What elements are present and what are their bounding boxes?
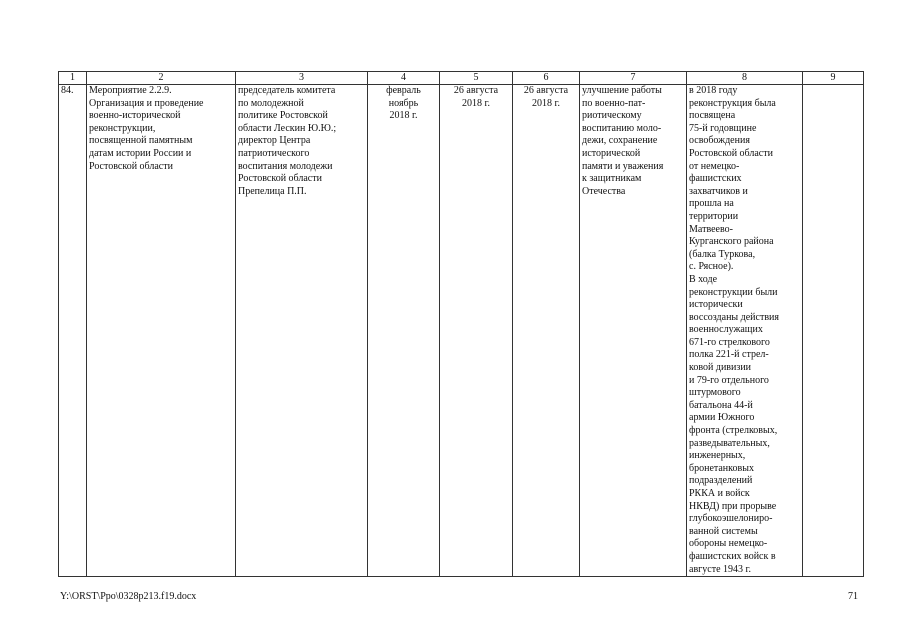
cell-line: военнослужащих [689,324,763,336]
planned-period-cell [368,85,440,577]
cell-line: ноябрь [388,97,419,109]
column-number: 3 [236,72,368,85]
cell-line: воспитания молодежи [238,160,333,172]
start-date-cell [440,85,513,577]
column-number: 6 [513,72,580,85]
cell-line: посвященной памятным [89,135,193,147]
end-date-cell [513,85,580,577]
cell-line: батальона 44-й [689,399,753,411]
cell-line: 2018 г. [462,97,490,109]
cell-line: исторической [582,147,641,159]
cell-line: улучшение работы [582,85,662,96]
actual-result-cell [687,85,803,577]
cell-line: бронетанковых [689,462,754,474]
cell-line: РККА и войск [689,488,750,499]
cell-line: глубокоэшелониро- [689,513,773,525]
cell-line: Мероприятие 2.2.9. [89,85,172,96]
cell-line: 26 августа [453,85,499,96]
cell-line: Матвеево- [689,223,733,235]
cell-line: 26 августа [523,85,569,96]
column-number: 5 [440,72,513,85]
cell-line: инженерных, [689,450,746,462]
cell-line: реконструкции были [689,286,778,298]
cell-line: воспитанию моло- [582,122,662,134]
cell-line: прошла на [689,198,734,210]
cell-line: НКВД) при прорыве [689,500,777,512]
cell-line: фронта (стрелковых, [689,425,778,437]
cell-line: реконструкция была [689,97,776,109]
cell-line: 671-го стрелкового [689,336,770,348]
cell-line: (балка Туркова, [689,248,756,260]
cell-line: территории [689,210,739,222]
cell-line: в 2018 году [689,85,738,96]
row-number: 84. [59,85,87,577]
cell-line: фашистских войск в [689,550,776,562]
cell-line: по военно-пат- [582,97,646,109]
cell-line: 75-й годовщине [689,122,757,134]
cell-line: Препелица П.П. [238,185,307,197]
cell-line: риотическому [582,110,642,122]
cell-line: дежи, сохранение [582,135,658,147]
cell-line: Ростовской области [89,160,173,172]
cell-line: от немецко- [689,160,740,172]
cell-line: политике Ростовской [238,110,328,122]
cell-line: обороны немецко- [689,538,768,550]
column-number: 4 [368,72,440,85]
cell-line: захватчиков и [689,185,748,197]
cell-line: датам истории России и [89,147,192,159]
event-cell [87,85,236,577]
cell-line: исторически [689,299,743,311]
column-number: 2 [87,72,236,85]
expected-result-cell [580,85,687,577]
cell-line: посвящена [689,110,736,122]
cell-line: армии Южного [689,412,755,424]
file-path: Y:\ORST\Ppo\0328p213.f19.docx [60,591,197,602]
cell-line: ванной системы [689,525,758,537]
cell-line: В ходе [689,273,718,285]
cell-line: Отечества [582,185,626,197]
cell-line: Ростовской области [238,173,322,185]
measures-table [58,71,864,577]
cell-line: и 79-го отдельного [689,374,769,386]
cell-line: к защитникам [582,173,642,185]
column-number: 8 [687,72,803,85]
cell-line: председатель комитета [238,85,336,96]
cell-line: 2018 г. [532,97,560,109]
cell-line: памяти и уважения [582,160,664,172]
cell-line: штурмового [689,387,741,399]
cell-line: патриотического [238,147,310,159]
cell-line: директор Центра [238,135,311,147]
cell-line: 2018 г. [389,110,418,122]
responsible-cell [236,85,368,577]
cell-line: августе 1943 г. [689,563,751,575]
cell-line: Курганского района [689,236,774,248]
cell-line: реконструкции, [89,122,156,134]
notes-cell [803,85,864,577]
cell-line: области Лескин Ю.Ю.; [238,122,337,134]
column-number: 1 [59,72,87,85]
cell-line: военно-исторической [89,110,181,122]
cell-line: фашистских [689,173,742,185]
column-number: 7 [580,72,687,85]
cell-line: подразделений [689,475,753,487]
page-number: 71 [848,591,858,602]
column-number-row [59,72,864,85]
column-number: 9 [803,72,864,85]
cell-line: разведывательных, [689,437,770,449]
cell-line: освобождения [689,135,750,147]
cell-line: по молодежной [238,97,304,109]
cell-line: ковой дивизии [689,362,752,374]
cell-line: с. Рясное). [689,261,734,273]
cell-line: февраль [386,85,421,96]
cell-line: полка 221-й стрел- [689,349,769,361]
cell-line: Организация и проведение [89,97,204,109]
table-row [59,85,864,577]
cell-line: воссозданы действия [689,311,780,323]
cell-line: Ростовской области [689,147,773,159]
